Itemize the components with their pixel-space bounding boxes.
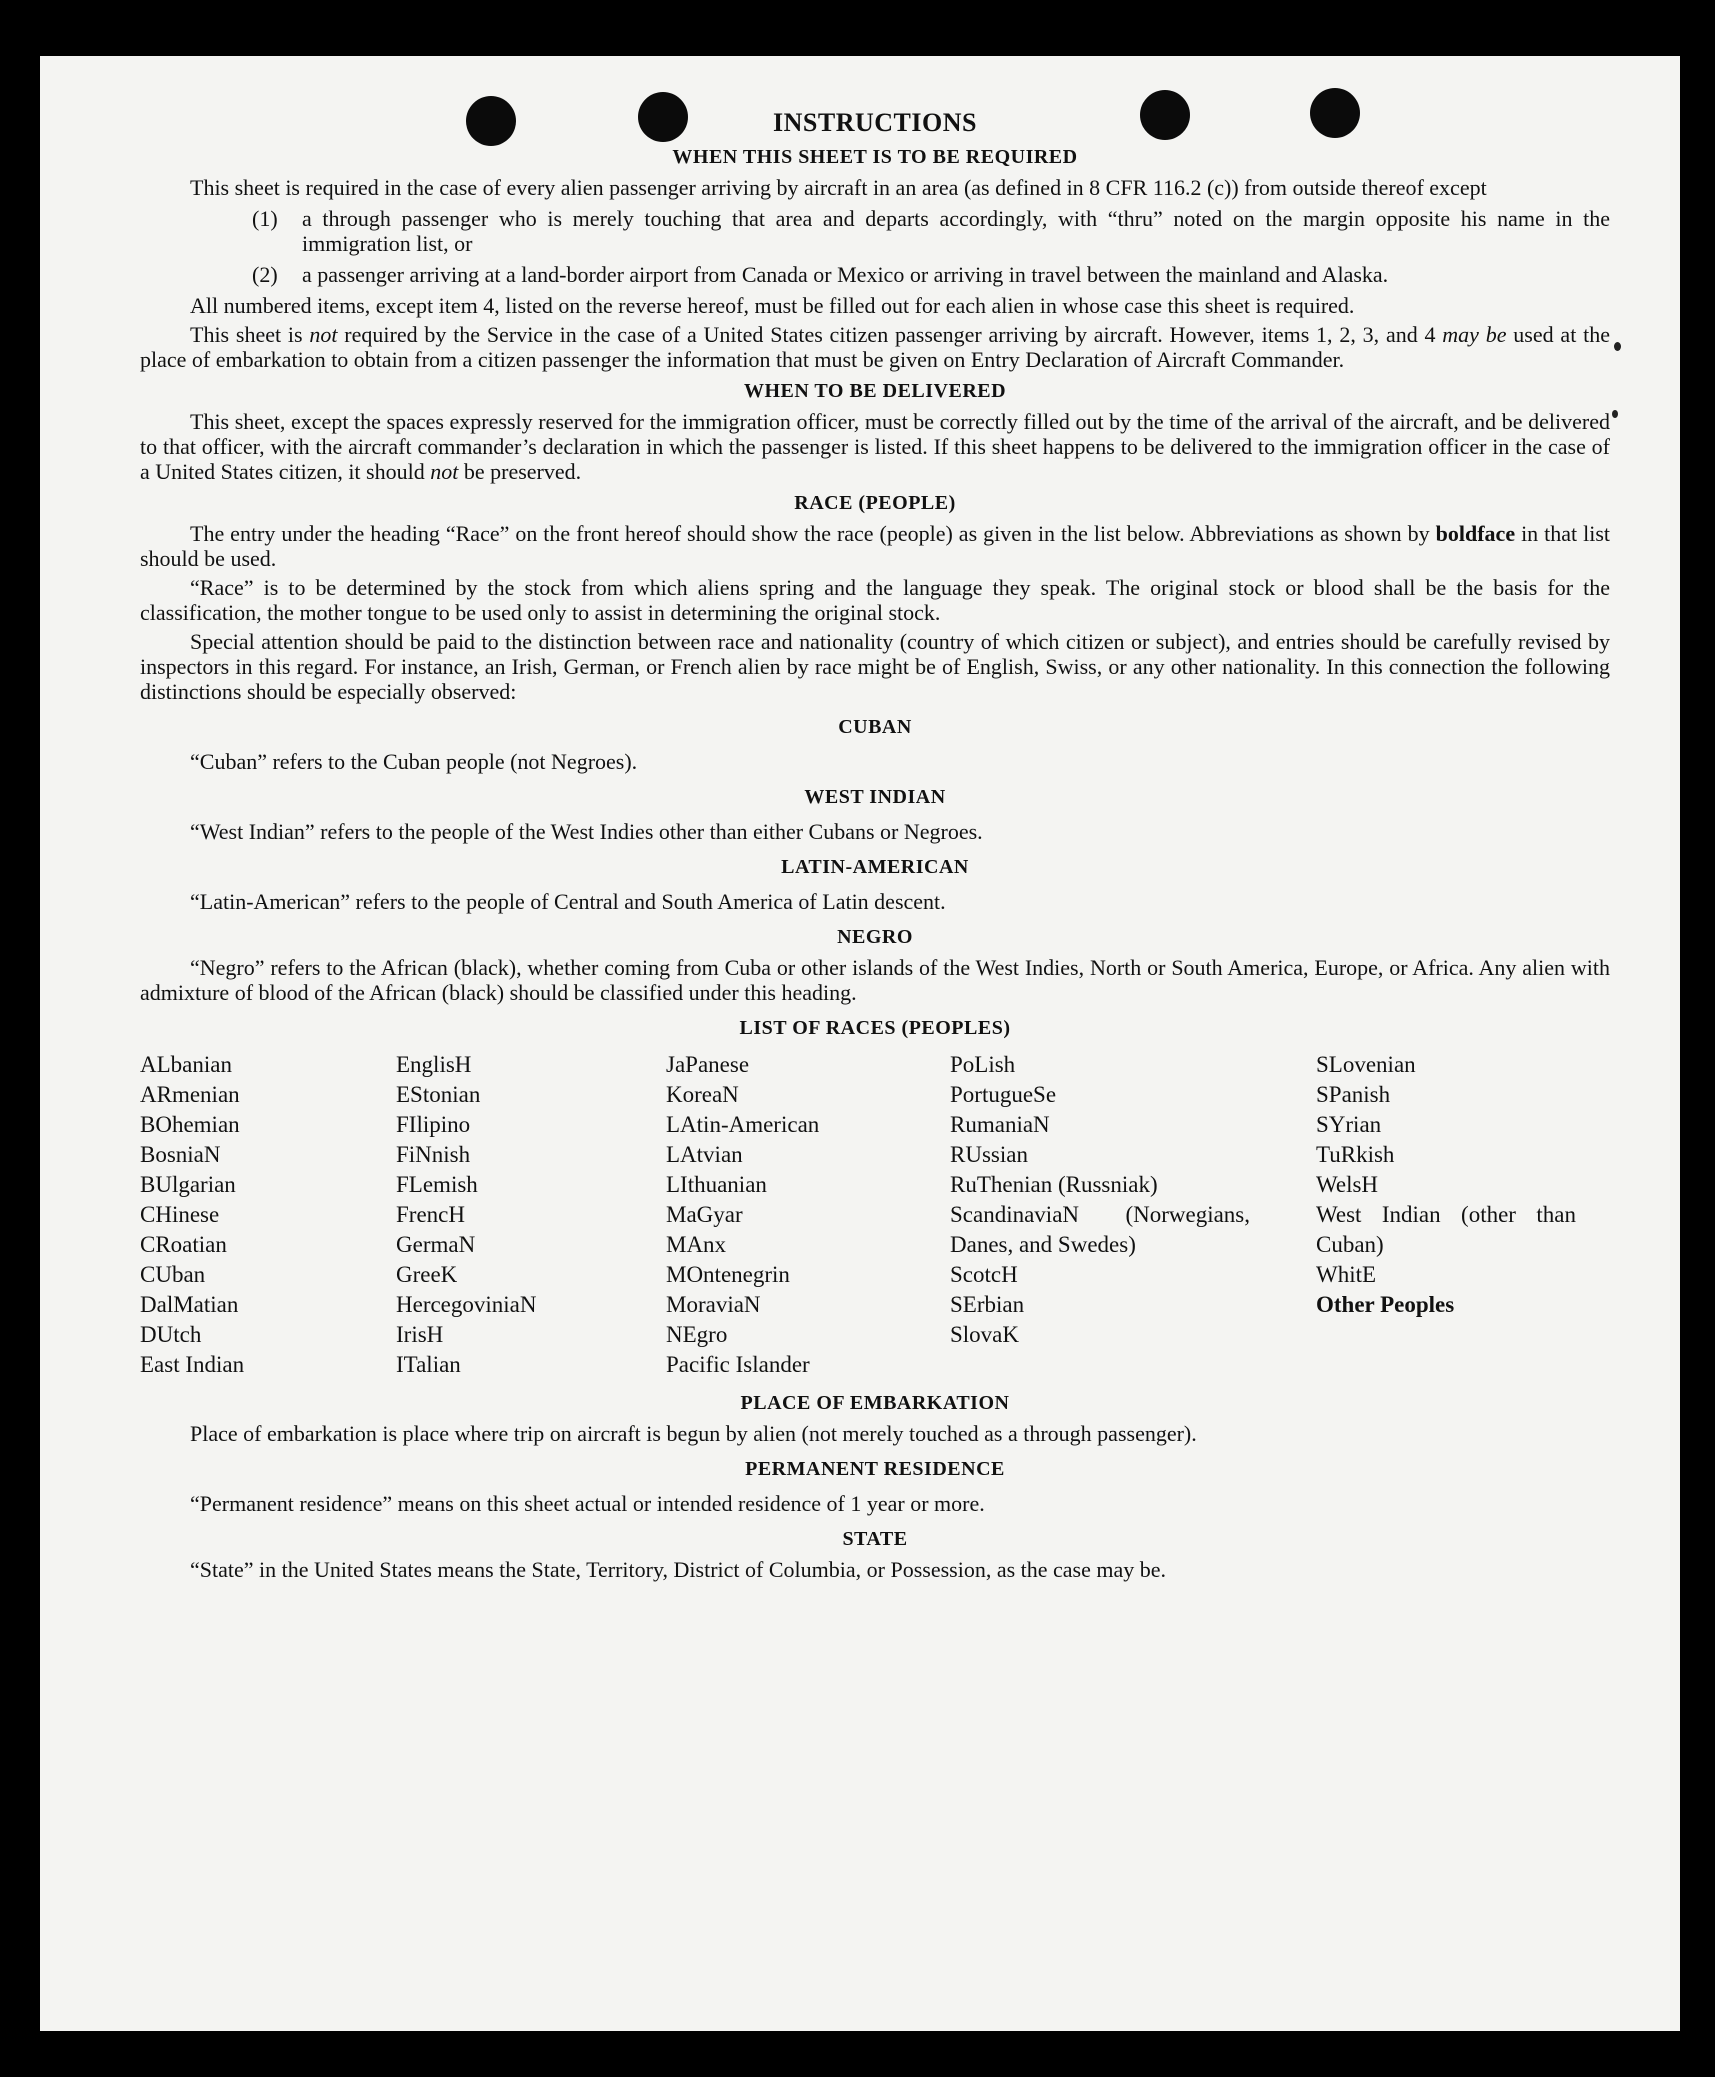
speck — [1614, 342, 1621, 351]
item-text: a through passenger who is merely touching that area and departs accordingly, with “thru” noted on the margin opposite his name in the immigration list, or — [302, 206, 1610, 256]
race-entry: LAtin-American — [666, 1112, 820, 1137]
speck — [1612, 410, 1618, 418]
paragraph: “State” in the United States means the State, Territory, District of Columbia, or Possession, as the case may be. — [190, 1557, 1167, 1582]
list-item — [252, 262, 1610, 287]
race-entry: West Indian (other than Cuban) — [1316, 1202, 1576, 1257]
race-entry: SPanish — [1316, 1082, 1391, 1107]
section-heading-race: RACE (PEOPLE) — [794, 492, 956, 514]
document-page — [40, 56, 1680, 2031]
paragraph: “Race” is to be determined by the stock from which aliens spring and the language they speak. The original stock or blood shall be the basis for the classification, the mother tongue to be used only to assist in determining the original stock. — [140, 575, 1610, 625]
race-entry: SLovenian — [1316, 1052, 1416, 1077]
section-heading-required: WHEN THIS SHEET IS TO BE REQUIRED — [672, 146, 1078, 168]
race-entry: CHinese — [140, 1202, 220, 1227]
races-column-5 — [1316, 1050, 1610, 1380]
section-heading-negro: NEGRO — [837, 926, 913, 948]
race-entry: RuThenian (Russniak) — [950, 1172, 1158, 1197]
race-entry: LIthuanian — [666, 1172, 767, 1197]
race-entry: FLemish — [396, 1172, 478, 1197]
paragraph: “Latin-American” refers to the people of Central and South America of Latin descent. — [190, 889, 946, 914]
paragraph: “Negro” refers to the African (black), whether coming from Cuba or other islands of the West Indies, North or South America, Europe, or Africa. Any alien with admixture of blood of the African (black) should be classified under this heading. — [140, 955, 1610, 1005]
race-entry: NEgro — [666, 1322, 728, 1347]
race-entry: BUlgarian — [140, 1172, 236, 1197]
race-entry: WelsH — [1316, 1172, 1379, 1197]
section-heading-races-list: LIST OF RACES (PEOPLES) — [739, 1017, 1011, 1039]
race-entry: HercegoviniaN — [396, 1292, 537, 1317]
race-entry: FiNnish — [396, 1142, 471, 1167]
race-entry: ARmenian — [140, 1082, 240, 1107]
paragraph: This sheet, except the spaces expressly reserved for the immigration officer, must be correctly filled out by the time of the arrival of the aircraft, and be delivered to that officer, with the aircraft commander’s declaration in which the passenger is listed. If this sheet happens to be delivered to the immigration officer in the case of a United States citizen, it should not be preserved. — [140, 409, 1610, 484]
section-heading-embarkation: PLACE OF EMBARKATION — [740, 1392, 1010, 1414]
section-heading-residence: PERMANENT RESIDENCE — [745, 1458, 1005, 1480]
race-entry: GreeK — [396, 1262, 458, 1287]
item-number: (1) — [252, 206, 278, 231]
race-entry: Other Peoples — [1316, 1292, 1455, 1317]
race-entry: Pacific Islander — [666, 1352, 810, 1377]
race-entry: ScotcH — [950, 1262, 1018, 1287]
race-entry: ScandinaviaN (Norwegians, Danes, and Swedes) — [950, 1202, 1250, 1257]
paragraph: “West Indian” refers to the people of the West Indies other than either Cubans or Negroes. — [190, 819, 983, 844]
races-column-3 — [666, 1050, 950, 1380]
race-entry: JaPanese — [666, 1052, 750, 1077]
paragraph: Place of embarkation is place where trip on aircraft is begun by alien (not merely touched as a through passenger). — [190, 1421, 1197, 1446]
race-entry: EnglisH — [396, 1052, 472, 1077]
race-entry: GermaN — [396, 1232, 476, 1257]
race-entry: RumaniaN — [950, 1112, 1050, 1137]
race-entry: TuRkish — [1316, 1142, 1395, 1167]
race-entry: ALbanian — [140, 1052, 232, 1077]
race-entry: ITalian — [396, 1352, 461, 1377]
race-entry: SYrian — [1316, 1112, 1382, 1137]
section-heading-delivered: WHEN TO BE DELIVERED — [743, 380, 1007, 402]
race-entry: CUban — [140, 1262, 206, 1287]
race-entry: SErbian — [950, 1292, 1025, 1317]
section-heading-west-indian: WEST INDIAN — [804, 786, 946, 808]
paragraph: Special attention should be paid to the distinction between race and nationality (country of which citizen or subject), and entries should be carefully revised by inspectors in this regard. For instance, an Irish, German, or French alien by race might be of English, Swiss, or any other nationality. In this connection the following distinctions should be especially observed: — [140, 629, 1610, 704]
race-entry: MoraviaN — [666, 1292, 761, 1317]
page-title: INSTRUCTIONS — [773, 108, 977, 137]
race-entry: BOhemian — [140, 1112, 240, 1137]
race-entry: FrencH — [396, 1202, 465, 1227]
race-entry: RUssian — [950, 1142, 1028, 1167]
paragraph: This sheet is required in the case of every alien passenger arriving by aircraft in an area (as defined in 8 CFR 116.2 (c)) from outside thereof except — [190, 175, 1487, 200]
race-entry: CRoatian — [140, 1232, 227, 1257]
race-entry: MaGyar — [666, 1202, 743, 1227]
list-item — [252, 206, 1610, 256]
race-entry: PoLish — [950, 1052, 1016, 1077]
race-entry: East Indian — [140, 1352, 245, 1377]
paragraph: “Cuban” refers to the Cuban people (not Negroes). — [190, 749, 638, 774]
race-entry: FIlipino — [396, 1112, 471, 1137]
paragraph: This sheet is not required by the Service in the case of a United States citizen passenger arriving by aircraft. However, items 1, 2, 3, and 4 may be used at the place of embarkation to obtain from a citizen passenger the information that must be given on Entry Declaration of Aircraft Commander. — [140, 322, 1610, 372]
race-entry: DUtch — [140, 1322, 202, 1347]
races-column-2 — [396, 1050, 666, 1380]
races-list — [140, 1050, 1610, 1380]
race-entry: MAnx — [666, 1232, 727, 1257]
instructions-body — [140, 108, 1610, 1586]
item-text: a passenger arriving at a land-border airport from Canada or Mexico or arriving in travel between the mainland and Alaska. — [302, 262, 1389, 287]
paragraph: The entry under the heading “Race” on the front hereof should show the race (people) as given in the list below. Abbreviations as shown by boldface in that list should be used. — [140, 521, 1611, 571]
race-entry: SlovaK — [950, 1322, 1019, 1347]
section-heading-state: STATE — [842, 1528, 908, 1550]
race-entry: PortugueSe — [950, 1082, 1057, 1107]
section-heading-cuban: CUBAN — [838, 716, 912, 738]
paragraph: “Permanent residence” means on this sheet actual or intended residence of 1 year or more. — [190, 1491, 985, 1516]
races-column-1 — [140, 1050, 396, 1380]
race-entry: IrisH — [396, 1322, 444, 1347]
race-entry: BosniaN — [140, 1142, 221, 1167]
race-entry: KoreaN — [666, 1082, 739, 1107]
item-number: (2) — [252, 262, 278, 287]
race-entry: EStonian — [396, 1082, 481, 1107]
races-column-4 — [950, 1050, 1316, 1380]
race-entry: LAtvian — [666, 1142, 743, 1167]
section-heading-latin-american: LATIN-AMERICAN — [781, 856, 969, 878]
race-entry: MOntenegrin — [666, 1262, 790, 1287]
race-entry: WhitE — [1316, 1262, 1377, 1287]
paragraph: All numbered items, except item 4, listed on the reverse hereof, must be filled out for each alien in whose case this sheet is required. — [190, 293, 1355, 318]
race-entry: DalMatian — [140, 1292, 239, 1317]
